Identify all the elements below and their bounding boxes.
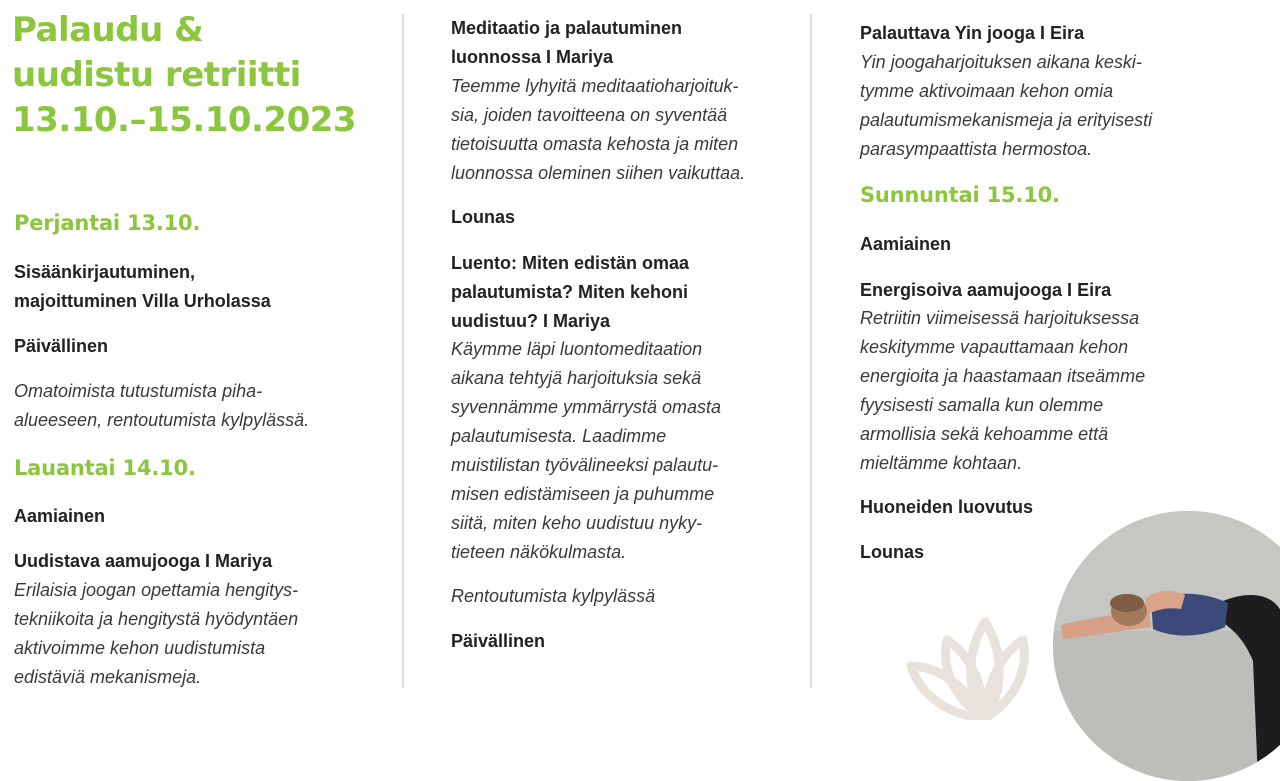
meditation-description	[451, 72, 745, 188]
text-line: sia, joiden tavoitteena on syventää	[451, 105, 728, 125]
saturday-dinner-item: Päivällinen	[451, 631, 546, 651]
lotus-icon	[905, 600, 1065, 720]
text-line: Retriitin viimeisessä harjoituksessa	[860, 308, 1140, 328]
text-line: uudistuu? I Mariya	[451, 311, 611, 331]
title-line: Palaudu &	[12, 10, 204, 50]
text-line: keskitymme vapauttamaan kehon	[860, 337, 1129, 357]
text-line: Omatoimista tutustumista piha-	[14, 381, 263, 401]
saturday-lunch-item: Lounas	[451, 207, 516, 227]
friday-heading: Perjantai 13.10.	[14, 211, 201, 235]
text-line: palautumista? Miten kehoni	[451, 282, 689, 302]
saturday-breakfast-item: Aamiainen	[14, 506, 106, 526]
retreat-title	[12, 8, 356, 143]
text-line: luonnossa I Mariya	[451, 47, 614, 67]
text-line: energioita ja haastamaan itseämme	[860, 366, 1146, 386]
lecture-description	[451, 335, 721, 567]
text-line: luonnossa oleminen siihen vaikuttaa.	[451, 163, 746, 183]
text-line: armollisia sekä kehoamme että	[860, 424, 1109, 444]
friday-free-time-item	[14, 377, 309, 435]
yin-yoga-title: Palauttava Yin jooga I Eira	[860, 23, 1085, 43]
meditation-title	[451, 14, 682, 72]
column-divider-right	[810, 14, 812, 688]
friday-dinner-item: Päivällinen	[14, 336, 109, 356]
yin-yoga-description	[860, 48, 1152, 164]
text-line: Yin joogaharjoituksen aikana keski-	[860, 52, 1142, 72]
yoga-pose-illustration	[1053, 511, 1280, 781]
text-line: fyysisesti samalla kun olemme	[860, 395, 1104, 415]
text-line: tietoisuutta omasta kehosta ja miten	[451, 134, 739, 154]
energizing-yoga-description	[860, 304, 1145, 478]
energizing-yoga-title: Energisoiva aamujooga I Eira	[860, 280, 1112, 300]
column-divider-left	[402, 14, 404, 688]
text-line: Sisäänkirjautuminen,	[14, 262, 196, 282]
text-line: tekniikoita ja hengitystä hyödyntäen	[14, 609, 299, 629]
text-line: siitä, miten keho uudistuu nyky-	[451, 513, 703, 533]
text-line: palautumismekanismeja ja erityisesti	[860, 110, 1153, 130]
text-line: alueeseen, rentoutumista kylpylässä.	[14, 410, 310, 430]
text-line: majoittuminen Villa Urholassa	[14, 291, 271, 311]
text-line: mieltämme kohtaan.	[860, 453, 1023, 473]
morning-yoga-description	[14, 576, 298, 692]
text-line: muistilistan työvälineeksi palautu-	[451, 455, 719, 475]
text-line: tieteen näkökulmasta.	[451, 542, 627, 562]
text-line: Käymme läpi luontomeditaation	[451, 339, 703, 359]
text-line: Luento: Miten edistän omaa	[451, 253, 690, 273]
text-line: aikana tehtyjä harjoituksia sekä	[451, 368, 702, 388]
sunday-lunch-item: Lounas	[860, 542, 925, 562]
sunday-breakfast-item: Aamiainen	[860, 234, 952, 254]
sunday-heading: Sunnuntai 15.10.	[860, 183, 1060, 207]
text-line: palautumisesta. Laadimme	[451, 426, 667, 446]
checkin-item	[14, 258, 271, 316]
yoga-photo	[1053, 511, 1280, 781]
spa-item: Rentoutumista kylpylässä	[451, 586, 656, 606]
text-line: Erilaisia joogan opettamia hengitys-	[14, 580, 299, 600]
title-line: 13.10.–15.10.2023	[12, 100, 357, 140]
text-line: Teemme lyhyitä meditaatioharjoituk-	[451, 76, 739, 96]
text-line: aktivoimme kehon uudistumista	[14, 638, 266, 658]
title-line: uudistu retriitti	[12, 55, 301, 95]
text-line: syvennämme ymmärrystä omasta	[451, 397, 722, 417]
lecture-title	[451, 249, 689, 336]
saturday-heading: Lauantai 14.10.	[14, 456, 196, 480]
morning-yoga-title: Uudistava aamujooga I Mariya	[14, 551, 273, 571]
checkout-item: Huoneiden luovutus	[860, 497, 1033, 517]
text-line: tymme aktivoimaan kehon omia	[860, 81, 1114, 101]
text-line: Meditaatio ja palautuminen	[451, 18, 683, 38]
text-line: parasympaattista hermostoa.	[860, 139, 1093, 159]
text-line: edistäviä mekanismeja.	[14, 667, 202, 687]
text-line: misen edistämiseen ja puhumme	[451, 484, 715, 504]
